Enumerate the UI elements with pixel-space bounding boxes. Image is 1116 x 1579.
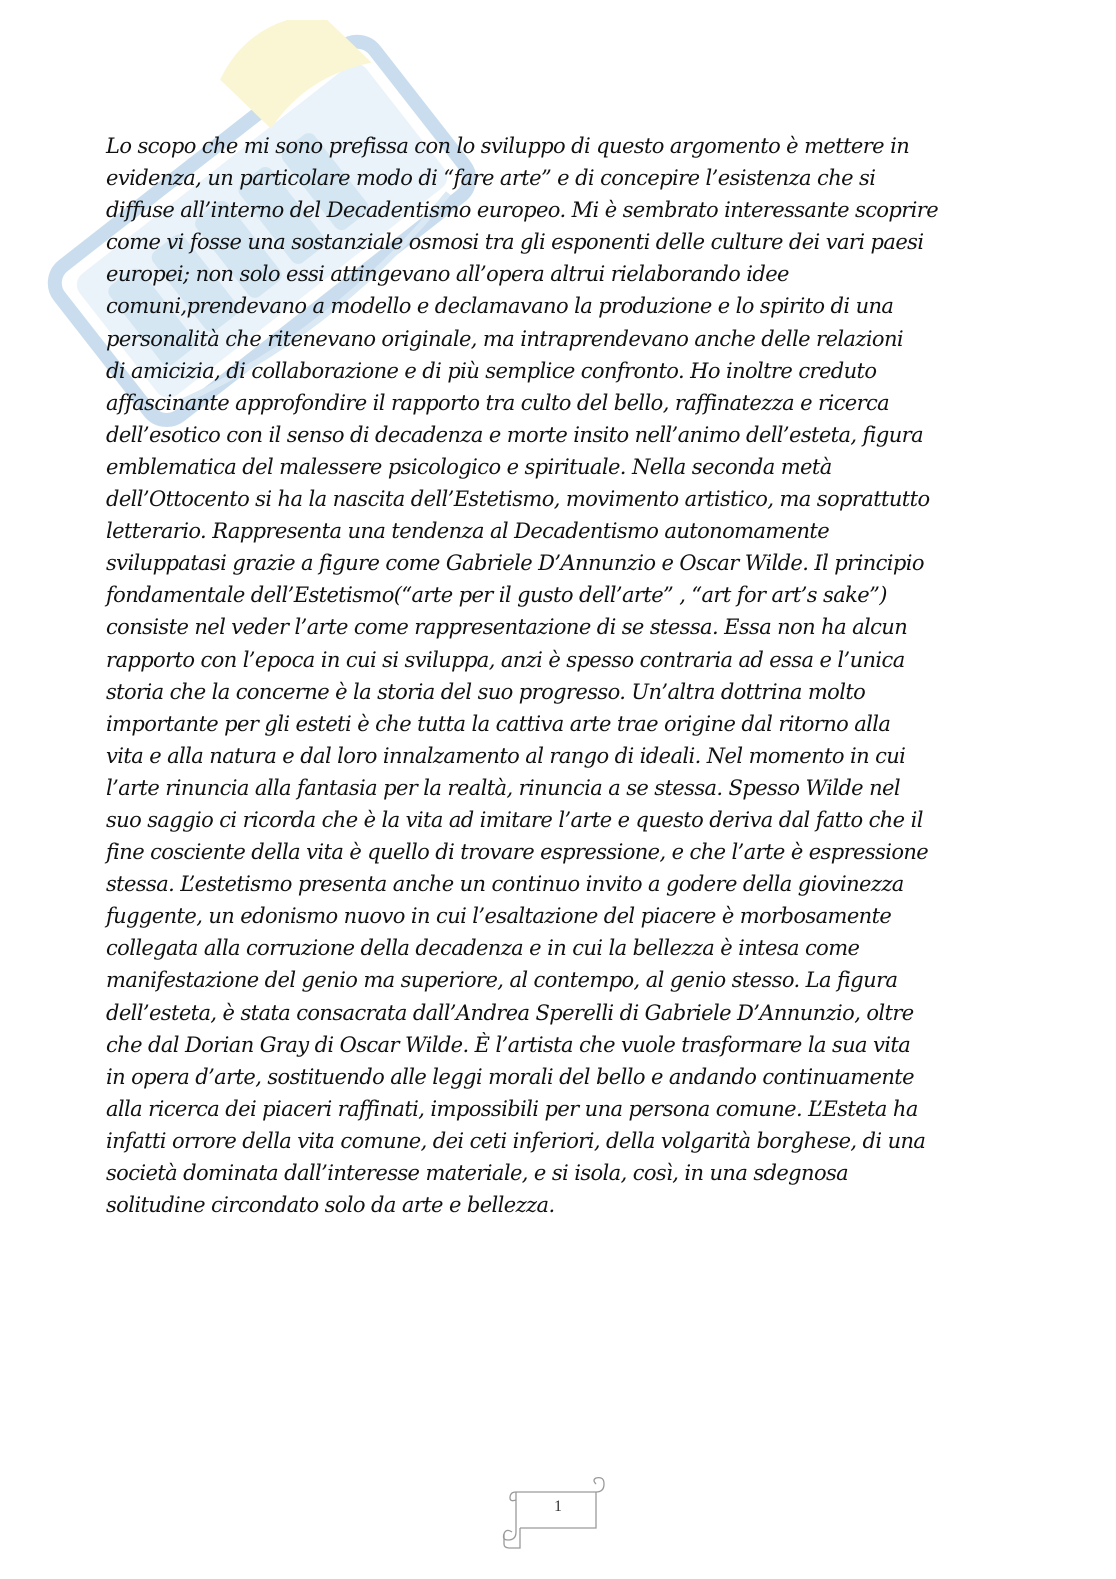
text-line: l’arte rinuncia alla fantasia per la realtà, rinuncia a se stessa. Spesso Wilde nel (106, 775, 900, 800)
page-footer (500, 1470, 610, 1550)
text-line: manifestazione del genio ma superiore, al contempo, al genio stesso. La figura (106, 968, 898, 993)
text-line: emblematica del malessere psicologico e spirituale. Nella seconda metà (106, 454, 832, 479)
text-line: affascinante approfondire il rapporto tra culto del bello, raffinatezza e ricerca (106, 390, 890, 415)
text-line: sviluppatasi grazie a figure come Gabriele D’Annunzio e Oscar Wilde. Il principio (106, 551, 924, 576)
text-line: dell’esotico con il senso di decadenza e morte insito nell’animo dell’esteta, figura (106, 422, 923, 447)
page-number: 1 (554, 1498, 562, 1515)
text-line: vita e alla natura e dal loro innalzamento al rango di ideali. Nel momento in cui (106, 743, 906, 768)
text-line: importante per gli esteti è che tutta la cattiva arte trae origine dal ritorno alla (106, 711, 891, 736)
text-line: stessa. L’estetismo presenta anche un continuo invito a godere della giovinezza (106, 872, 904, 897)
text-line: in opera d’arte, sostituendo alle leggi morali del bello e andando continuamente (106, 1064, 914, 1089)
text-line: solitudine circondato solo da arte e bellezza. (106, 1193, 555, 1218)
text-line: che dal Dorian Gray di Oscar Wilde. È l’artista che vuole trasformare la sua vita (106, 1032, 911, 1057)
text-line: alla ricerca dei piaceri raffinati, impossibili per una persona comune. L’Esteta ha (106, 1096, 918, 1121)
text-line: fondamentale dell’Estetismo(“arte per il gusto dell’arte” , “art for art’s sake”) (106, 583, 887, 608)
text-line: fine cosciente della vita è quello di trovare espressione, e che l’arte è espressione (106, 840, 929, 865)
text-line: collegata alla corruzione della decadenza e in cui la bellezza è intesa come (106, 936, 860, 961)
text-line: società dominata dall’interesse materiale, e si isola, così, in una sdegnosa (106, 1161, 849, 1185)
text-line: di amicizia, di collaborazione e di più semplice confronto. Ho inoltre creduto (106, 358, 877, 383)
text-line: diffuse all’interno del Decadentismo europeo. Mi è sembrato interessante scoprire (106, 198, 939, 223)
text-line: storia che la concerne è la storia del suo progresso. Un’altra dottrina molto (106, 679, 866, 704)
body-paragraph (106, 130, 1006, 1221)
text-line: infatti orrore della vita comune, dei ceti inferiori, della volgarità borghese, di una (106, 1128, 926, 1153)
text-line: europei; non solo essi attingevano all’opera altrui rielaborando idee (106, 262, 789, 287)
text-line: suo saggio ci ricorda che è la vita ad imitare l’arte e questo deriva dal fatto che il (106, 807, 923, 832)
text-line: consiste nel veder l’arte come rappresentazione di se stessa. Essa non ha alcun (106, 615, 908, 640)
text-line: rapporto con l’epoca in cui si sviluppa, anzi è spesso contraria ad essa e l’unica (106, 647, 905, 672)
text-line: personalità che ritenevano originale, ma intraprendevano anche delle relazioni (106, 326, 904, 351)
text-line: comuni,prendevano a modello e declamavano la produzione e lo spirito di una (106, 294, 894, 319)
text-line: dell’esteta, è stata consacrata dall’Andrea Sperelli di Gabriele D’Annunzio, oltre (106, 1000, 914, 1025)
text-line: dell’Ottocento si ha la nascita dell’Estetismo, movimento artistico, ma soprattutto (106, 487, 930, 512)
text-line: letterario. Rappresenta una tendenza al Decadentismo autonomamente (106, 519, 830, 544)
text-line: fuggente, un edonismo nuovo in cui l’esaltazione del piacere è morbosamente (106, 904, 892, 929)
text-line: Lo scopo che mi sono prefissa con lo sviluppo di questo argomento è mettere in (106, 134, 910, 158)
text-line: evidenza, un particolare modo di “fare arte” e di concepire l’esistenza che si (106, 166, 876, 191)
text-line: come vi fosse una sostanziale osmosi tra gli esponenti delle culture dei vari paesi (106, 230, 924, 255)
